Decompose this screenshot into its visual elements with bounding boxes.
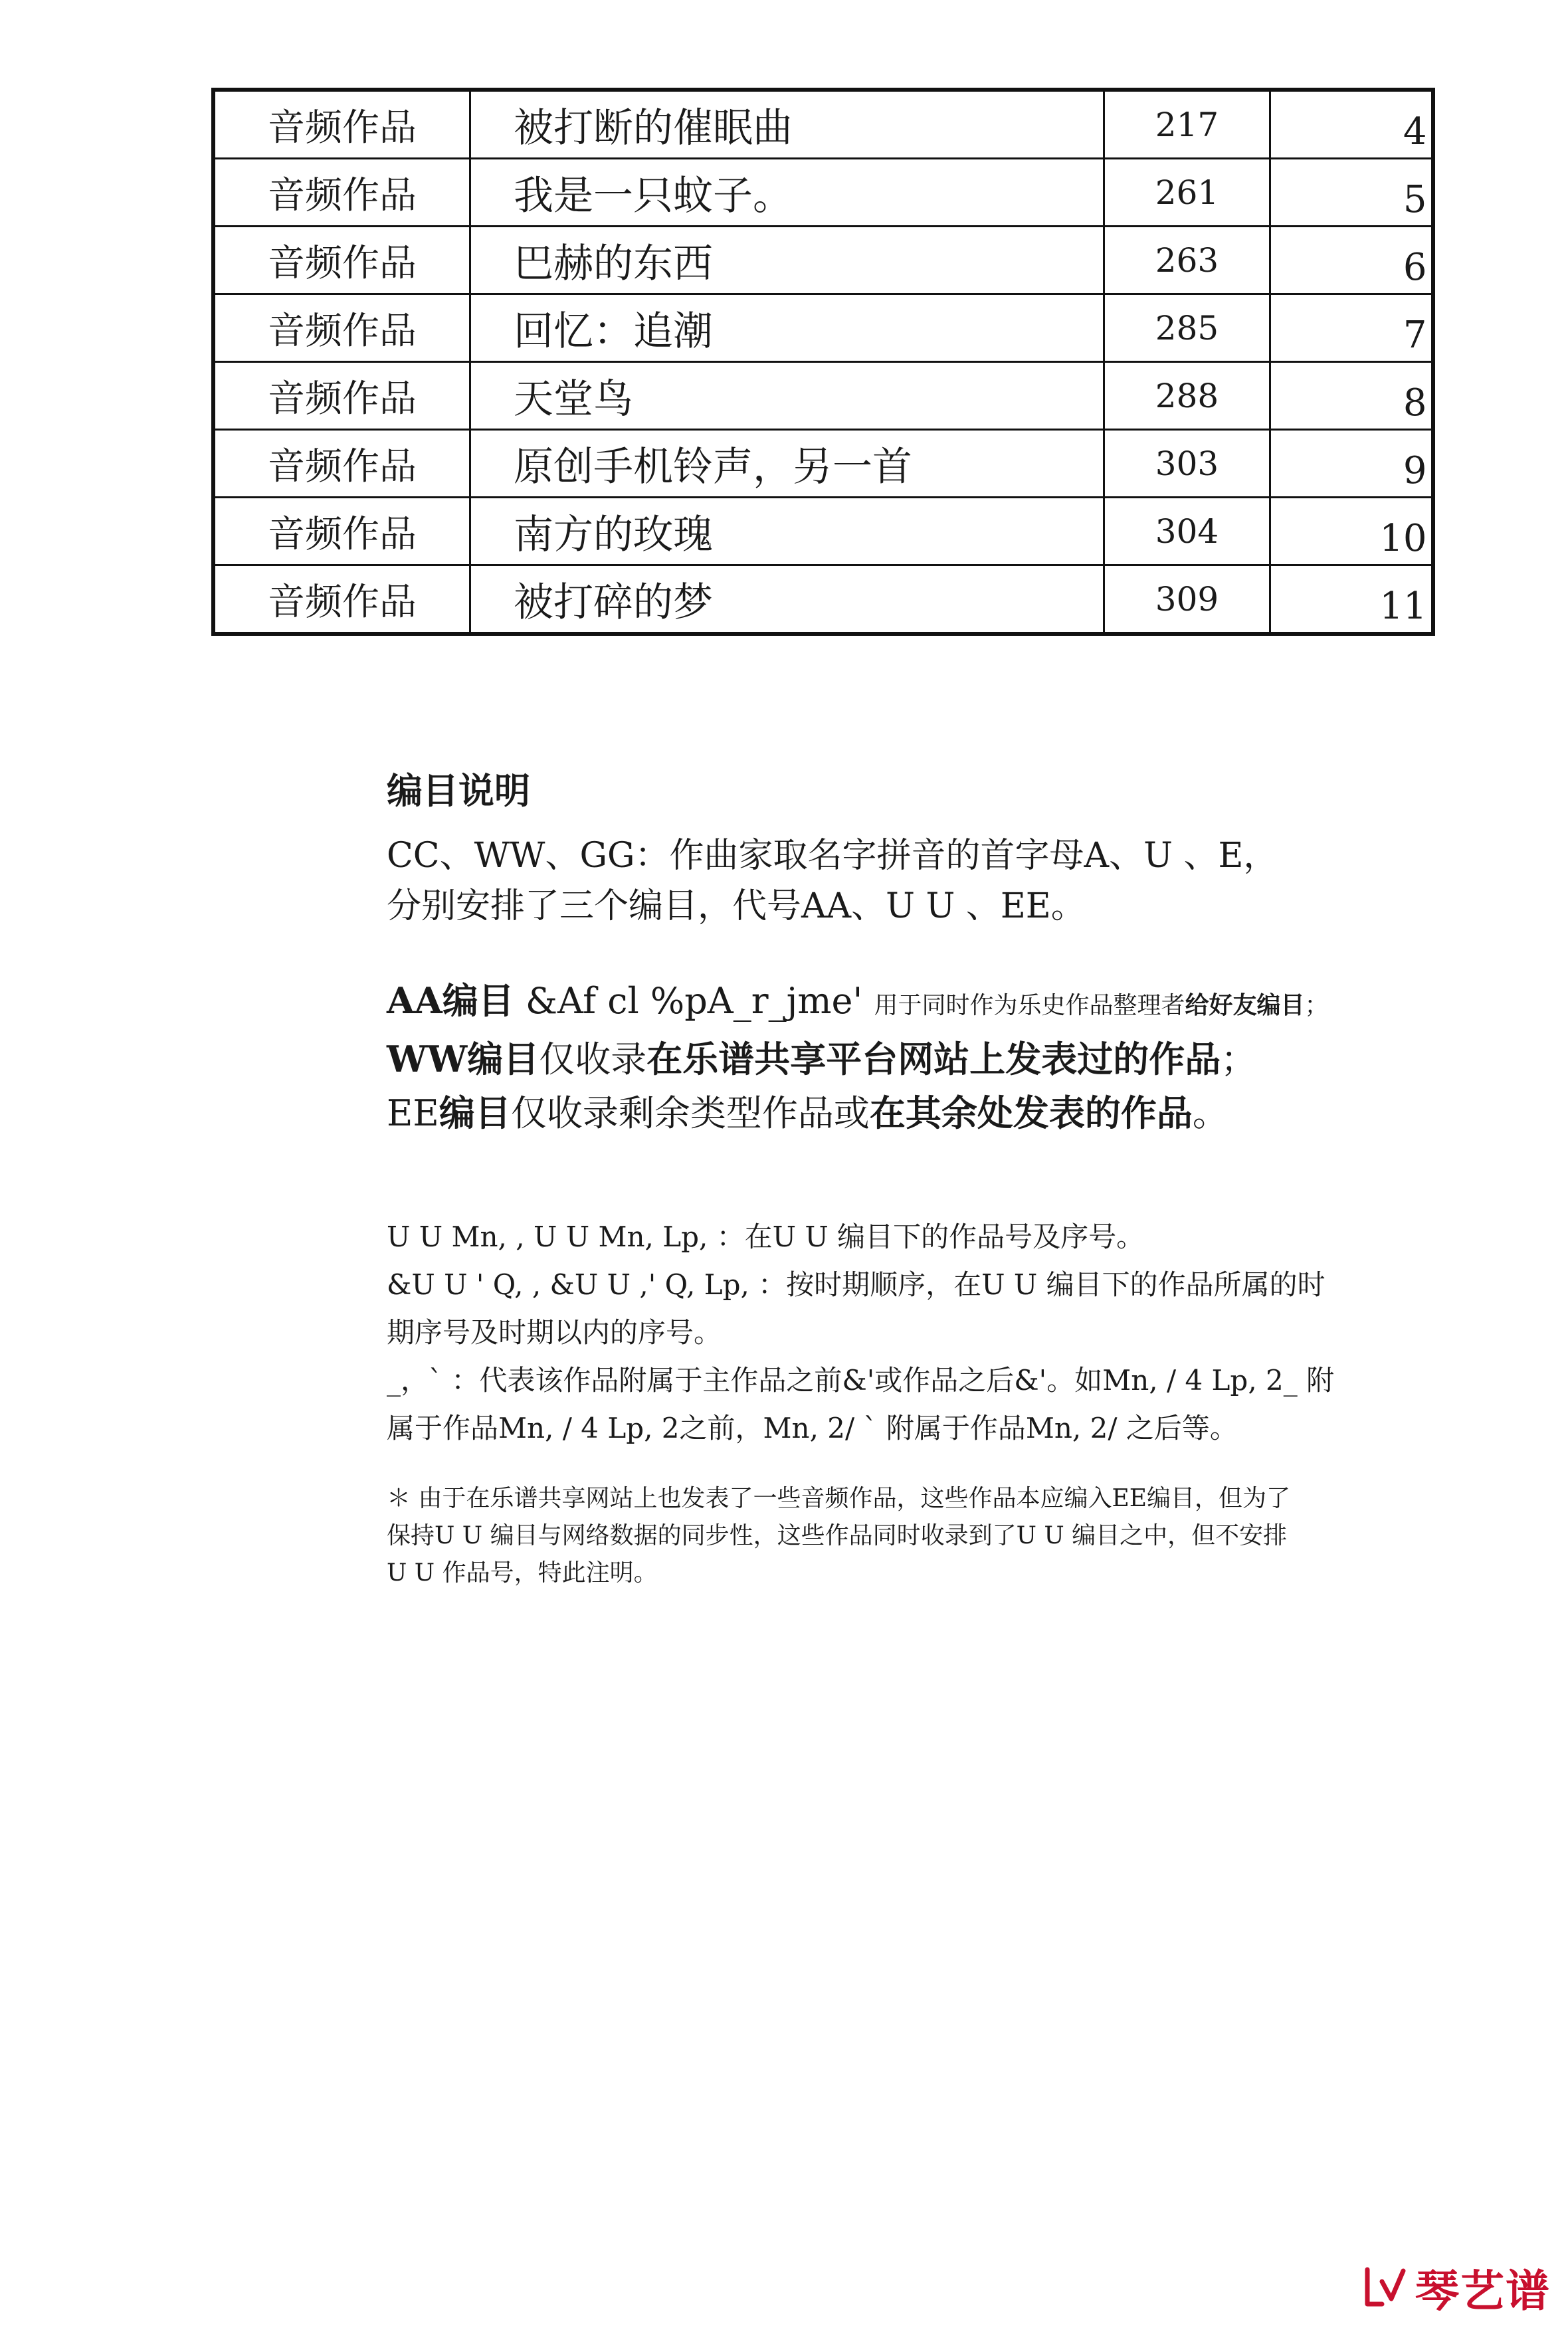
table-row: [213, 498, 1433, 565]
sequence-value: 10: [1379, 517, 1427, 560]
ee-catalog-definition: [387, 1086, 1423, 1140]
sequence-value: 8: [1403, 381, 1427, 425]
sequence-cell: [1270, 294, 1433, 362]
aa-catalog-label: AA编目: [387, 979, 514, 1022]
watermark-logo: [1362, 2254, 1561, 2320]
work-type-cell: 音频作品: [213, 227, 470, 294]
work-title-cell: 天堂鸟: [470, 362, 1104, 430]
notes-intro-line-1: CC、WW、GG：作曲家取名字拼音的首字母A、U 、E，: [387, 836, 1278, 876]
work-type-cell: 音频作品: [213, 362, 470, 430]
table-row: [213, 294, 1433, 362]
ww-catalog-desc-end: ；: [1221, 1038, 1257, 1080]
ww-catalog-desc-bold: 在乐谱共享平台网站上发表过的作品: [646, 1038, 1221, 1080]
sequence-value: 9: [1403, 449, 1427, 492]
work-type-cell: 音频作品: [213, 430, 470, 498]
work-number-cell: 263: [1104, 227, 1270, 294]
work-number-cell: 304: [1104, 498, 1270, 565]
aa-catalog-desc: 用于同时作为乐史作品整理者: [874, 992, 1185, 1019]
work-type-cell: 音频作品: [213, 90, 470, 159]
sequence-cell: [1270, 159, 1433, 227]
ee-catalog-desc-end: 。: [1192, 1092, 1228, 1134]
aa-catalog-definition: [387, 974, 1423, 1032]
footnote-line: U U 作品号，特此注明。: [387, 1559, 658, 1587]
notes-intro-line-2: 分别安排了三个编目，代号AA、U U 、EE。: [387, 886, 1086, 926]
table-row: [213, 430, 1433, 498]
legend-line: U U Mn, , U U Mn, Lp, ：在U U 编目下的作品号及序号。: [387, 1220, 1145, 1253]
footnote-line: 保持U U 编目与网络数据的同步性，这些作品同时收录到了U U 编目之中，但不安排: [387, 1522, 1288, 1549]
work-number-cell: 303: [1104, 430, 1270, 498]
sequence-cell: [1270, 227, 1433, 294]
sequence-cell: [1270, 362, 1433, 430]
legend-line: 期序号及时期以内的序号。: [387, 1316, 722, 1349]
table-row: [213, 159, 1433, 227]
ee-catalog-desc: 仅收录剩余类型作品或: [510, 1092, 870, 1134]
work-number-cell: 309: [1104, 565, 1270, 634]
work-number-cell: 217: [1104, 90, 1270, 159]
aa-catalog-desc-bold: 给好友编目: [1185, 991, 1305, 1019]
work-number-cell: 285: [1104, 294, 1270, 362]
work-title-cell: 巴赫的东西: [470, 227, 1104, 294]
catalog-notes: [387, 764, 1423, 1140]
notation-legend: [387, 1213, 1423, 1452]
footnote: [387, 1480, 1423, 1592]
work-type-cell: 音频作品: [213, 565, 470, 634]
work-title-cell: 被打断的催眠曲: [470, 90, 1104, 159]
sequence-value: 5: [1403, 178, 1427, 221]
table-row: [213, 227, 1433, 294]
legend-line: &U U ' Q, , &U U ,' Q, Lp, ：按时期顺序，在U U 编目下的作品所属的时: [387, 1268, 1325, 1301]
sequence-cell: [1270, 565, 1433, 634]
aa-catalog-desc-end: ；: [1304, 992, 1329, 1019]
ee-catalog-prefix: EE: [387, 1092, 439, 1134]
work-title-cell: 南方的玫瑰: [470, 498, 1104, 565]
work-type-cell: 音频作品: [213, 159, 470, 227]
table-row: [213, 90, 1433, 159]
work-number-cell: 288: [1104, 362, 1270, 430]
sequence-value: 4: [1403, 110, 1427, 153]
ee-catalog-label: 编目: [439, 1092, 511, 1134]
sequence-value: 11: [1379, 585, 1427, 628]
sequence-cell: [1270, 90, 1433, 159]
aa-catalog-code: &Af cl %pA_r_jme': [514, 980, 874, 1022]
sequence-cell: [1270, 498, 1433, 565]
work-title-cell: 我是一只蚊子。: [470, 159, 1104, 227]
ee-catalog-desc-bold: 在其余处发表的作品: [869, 1092, 1193, 1134]
watermark-text: 琴艺谱: [1415, 2265, 1551, 2317]
footnote-line: ＊ 由于在乐谱共享网站上也发表了一些音频作品，这些作品本应编入EE编目，但为了: [387, 1485, 1291, 1512]
work-title-cell: 回忆：追潮: [470, 294, 1104, 362]
sequence-cell: [1270, 430, 1433, 498]
ww-catalog-desc: 仅收录: [539, 1038, 647, 1080]
sequence-value: 6: [1403, 246, 1427, 289]
table-row: [213, 362, 1433, 430]
ww-catalog-label: WW编目: [387, 1038, 539, 1080]
notes-title: 编目说明: [387, 769, 530, 812]
catalog-table: [211, 88, 1435, 636]
legend-line: 属于作品Mn, / 4 Lp, 2之前，Mn, 2/ ` 附属于作品Mn, 2/ 之后等。: [387, 1412, 1238, 1444]
work-type-cell: 音频作品: [213, 498, 470, 565]
work-type-cell: 音频作品: [213, 294, 470, 362]
legend-line: _，` ：代表该作品附属于主作品之前&'或作品之后&'。如Mn, / 4 Lp, 2_ 附: [387, 1364, 1335, 1397]
work-number-cell: 261: [1104, 159, 1270, 227]
ww-catalog-definition: [387, 1032, 1423, 1086]
work-title-cell: 原创手机铃声，另一首: [470, 430, 1104, 498]
table-row: [213, 565, 1433, 634]
work-title-cell: 被打碎的梦: [470, 565, 1104, 634]
sequence-value: 7: [1403, 314, 1427, 357]
qinyipu-logo-icon: [1362, 2263, 1410, 2311]
